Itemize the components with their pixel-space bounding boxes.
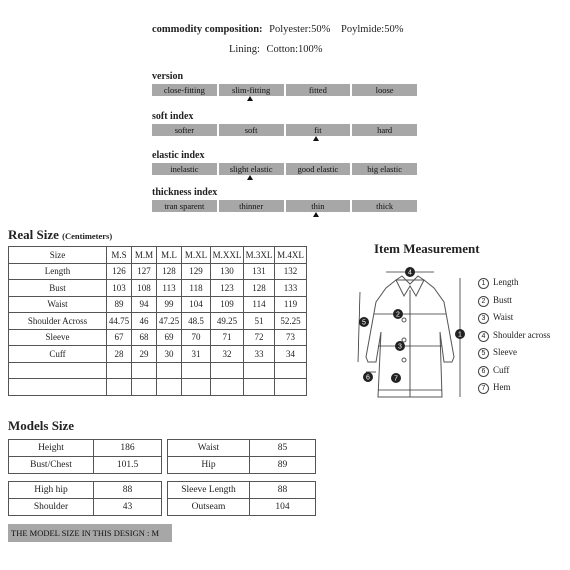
diagram-marker-3: 3	[398, 343, 402, 351]
table-row: Hip 89	[168, 457, 316, 474]
legend-item: 3 Waist	[478, 309, 550, 327]
table-cell: 51	[244, 313, 275, 330]
table-cell: 128	[157, 263, 182, 280]
legend-item: 7 Hem	[478, 379, 550, 397]
table-cell: 30	[157, 346, 182, 363]
thickness-index-option: tran sparent	[152, 200, 217, 212]
table-cell: 47.25	[157, 313, 182, 330]
soft-index-option: soft	[219, 124, 284, 136]
table-row	[9, 313, 307, 330]
header-cell: M.4XL	[275, 247, 307, 264]
table-cell: Bust	[9, 280, 107, 297]
models-size-table-2-right	[167, 481, 316, 516]
table-header-row	[9, 247, 307, 264]
diagram-marker-1: 1	[458, 331, 462, 339]
elastic-index-option: inelastic	[152, 163, 217, 175]
table-cell: 133	[275, 280, 307, 297]
real-size-title: Real Size (Centimeters)	[8, 227, 113, 242]
table-row: Waist 85	[168, 440, 316, 457]
lining-label: Lining:	[229, 44, 260, 55]
thickness-index-option: thick	[352, 200, 417, 212]
version-selected-marker	[247, 96, 253, 101]
version-option: slim-fitting	[219, 84, 284, 96]
table-cell: 69	[157, 329, 182, 346]
diagram-marker-5: 5	[362, 319, 366, 327]
lining-line	[229, 44, 323, 55]
elastic-index-title: elastic index	[152, 150, 205, 161]
table-cell: 46	[132, 313, 157, 330]
soft-index-selected-marker	[313, 136, 319, 141]
real-size-table	[8, 246, 307, 396]
soft-index-title: soft index	[152, 111, 194, 122]
elastic-index-scale	[152, 163, 417, 175]
table-cell: Cuff	[9, 346, 107, 363]
thickness-index-option: thin	[286, 200, 351, 212]
item-measurement-title: Item Measurement	[374, 241, 480, 256]
header-cell: M.L	[157, 247, 182, 264]
table-cell: 128	[244, 280, 275, 297]
models-size-table-2-left	[8, 481, 162, 516]
diagram-marker-6: 6	[366, 374, 370, 382]
coat-button	[402, 338, 406, 342]
table-cell: 33	[244, 346, 275, 363]
table-cell: 130	[211, 263, 244, 280]
diagram-marker-7: 7	[394, 375, 398, 383]
thickness-index-scale	[152, 200, 417, 212]
table-cell: 34	[275, 346, 307, 363]
models-size-table-1-left	[8, 439, 162, 474]
table-cell: 67	[107, 329, 132, 346]
table-cell: 118	[182, 280, 211, 297]
table-cell: 29	[132, 346, 157, 363]
header-cell: M.M	[132, 247, 157, 264]
table-cell: 89	[107, 296, 132, 313]
table-cell: 94	[132, 296, 157, 313]
version-option: close-fitting	[152, 84, 217, 96]
legend-item: 6 Cuff	[478, 362, 550, 380]
table-cell: 123	[211, 280, 244, 297]
elastic-index-option: good elastic	[286, 163, 351, 175]
models-size-title: Models Size	[8, 418, 75, 433]
lining-value: Cotton:100%	[266, 44, 323, 55]
composition-label: commodity composition:	[152, 24, 263, 35]
header-cell: M.S	[107, 247, 132, 264]
table-cell: 131	[244, 263, 275, 280]
real-size-unit: (Centimeters)	[62, 231, 113, 241]
table-row	[9, 263, 307, 280]
table-cell: 52.25	[275, 313, 307, 330]
thickness-index-option: thinner	[219, 200, 284, 212]
table-cell: 49.25	[211, 313, 244, 330]
table-row: Height 186	[9, 440, 162, 457]
table-row	[9, 346, 307, 363]
table-cell: Sleeve	[9, 329, 107, 346]
header-cell: M.XXL	[211, 247, 244, 264]
thickness-index-title: thickness index	[152, 187, 218, 198]
table-row	[9, 296, 307, 313]
diagram-marker-4: 4	[408, 269, 412, 277]
legend-item: 5 Sleeve	[478, 344, 550, 362]
table-cell: 99	[157, 296, 182, 313]
table-row	[9, 329, 307, 346]
elastic-index-option: big elastic	[352, 163, 417, 175]
table-row-empty	[9, 362, 307, 379]
coat-button	[402, 358, 406, 362]
table-cell: 126	[107, 263, 132, 280]
table-cell: 44.75	[107, 313, 132, 330]
table-cell: 104	[182, 296, 211, 313]
legend-item: 1 Length	[478, 274, 550, 292]
composition-line	[152, 24, 403, 35]
legend-item: 4 Shoulder across	[478, 327, 550, 345]
header-cell: M.3XL	[244, 247, 275, 264]
table-cell: Length	[9, 263, 107, 280]
diagram-marker-2: 2	[396, 311, 400, 319]
version-scale	[152, 84, 417, 96]
table-cell: 109	[211, 296, 244, 313]
soft-index-scale	[152, 124, 417, 136]
composition-value-1: Polyester:50%	[269, 24, 331, 35]
table-row-empty	[9, 379, 307, 396]
version-title: version	[152, 71, 184, 82]
header-cell: M.XL	[182, 247, 211, 264]
version-option: loose	[352, 84, 417, 96]
table-cell: 127	[132, 263, 157, 280]
soft-index-option: fit	[286, 124, 351, 136]
table-cell: 71	[211, 329, 244, 346]
soft-index-option: softer	[152, 124, 217, 136]
table-row	[9, 280, 307, 297]
table-cell: 73	[275, 329, 307, 346]
table-cell: 108	[132, 280, 157, 297]
model-size-banner: THE MODEL SIZE IN THIS DESIGN : M	[8, 524, 172, 542]
table-cell: 72	[244, 329, 275, 346]
measurement-legend	[478, 274, 550, 397]
table-cell: 103	[107, 280, 132, 297]
version-option: fitted	[286, 84, 351, 96]
table-cell: 119	[275, 296, 307, 313]
thickness-index-selected-marker	[313, 212, 319, 217]
elastic-index-selected-marker	[247, 175, 253, 180]
table-row: Sleeve Length 88	[168, 482, 316, 499]
table-row: Outseam 104	[168, 499, 316, 516]
table-row: Shoulder 43	[9, 499, 162, 516]
table-row: High hip 88	[9, 482, 162, 499]
table-cell: 68	[132, 329, 157, 346]
soft-index-option: hard	[352, 124, 417, 136]
table-cell: 113	[157, 280, 182, 297]
coat-button	[402, 318, 406, 322]
composition-value-2: Poylmide:50%	[341, 24, 404, 35]
table-cell: 129	[182, 263, 211, 280]
table-cell: Shoulder Across	[9, 313, 107, 330]
table-cell: Waist	[9, 296, 107, 313]
elastic-index-option: slight elastic	[219, 163, 284, 175]
table-row: Bust/Chest 101.5	[9, 457, 162, 474]
table-cell: 31	[182, 346, 211, 363]
coat-diagram	[356, 262, 472, 410]
table-cell: 48.5	[182, 313, 211, 330]
legend-item: 2 Bustt	[478, 292, 550, 310]
table-cell: 114	[244, 296, 275, 313]
table-cell: 132	[275, 263, 307, 280]
table-cell: 70	[182, 329, 211, 346]
table-cell: 28	[107, 346, 132, 363]
header-cell: Size	[9, 247, 107, 264]
models-size-table-1-right	[167, 439, 316, 474]
table-cell: 32	[211, 346, 244, 363]
